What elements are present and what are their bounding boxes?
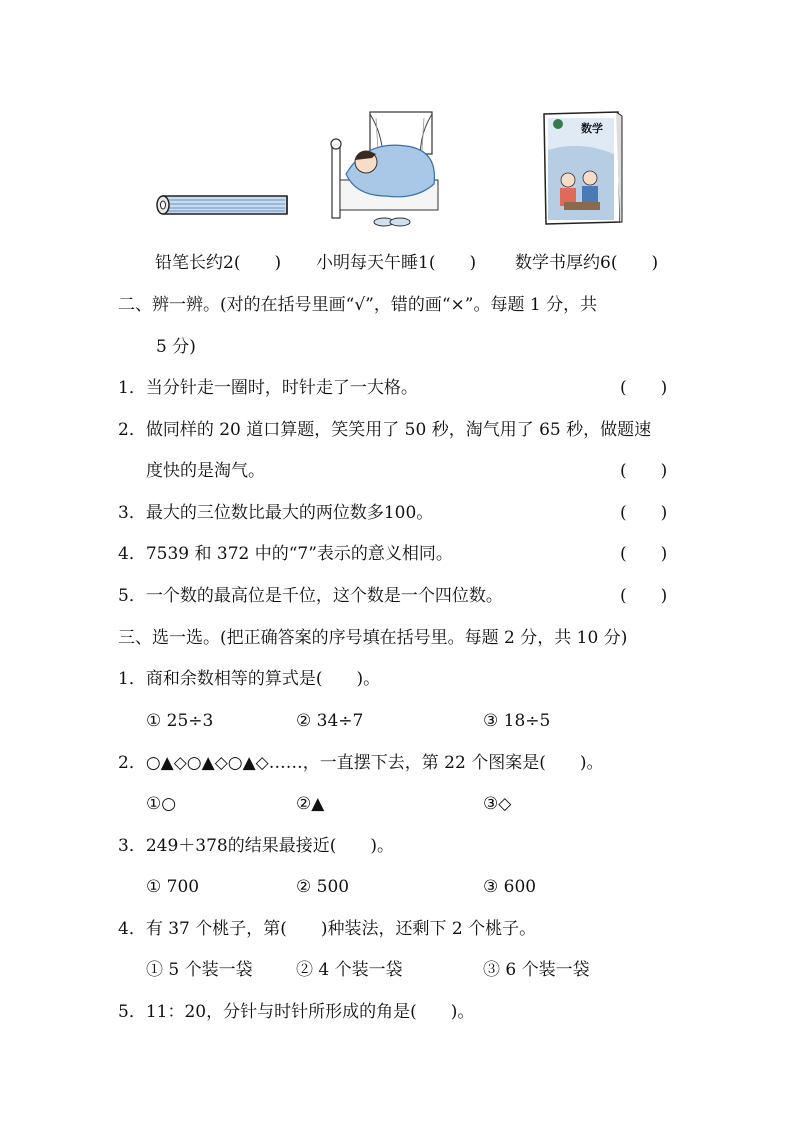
answer-paren-5[interactable]: ( ) xyxy=(620,586,668,606)
q3-option-c[interactable]: ③ 600 xyxy=(483,877,537,897)
q3-option-a[interactable]: ① 700 xyxy=(146,877,200,897)
section3-heading: 三、选一选。(把正确答案的序号填在括号里。每题 2 分，共 10 分) xyxy=(118,628,628,648)
caption-book: 数学书厚约6( ) xyxy=(515,253,659,273)
judge-item-4: 4．7539 和 372 中的“7”表示的意义相同。 xyxy=(118,544,453,564)
choice-question-4: 4．有 37 个桃子，第( )种装法，还剩下 2 个桃子。 xyxy=(118,919,537,939)
q2-option-b[interactable]: ②▲ xyxy=(296,794,325,814)
choice-question-5: 5．11：20，分针与时针所形成的角是( )。 xyxy=(118,1002,475,1022)
q1-option-c[interactable]: ③ 18÷5 xyxy=(483,711,551,731)
choice-question-3: 3．249＋378的结果最接近( )。 xyxy=(118,836,394,856)
judge-item-3: 3．最大的三位数比最大的两位数多100。 xyxy=(118,503,434,523)
answer-paren-3[interactable]: ( ) xyxy=(620,503,668,523)
pencil-illustration xyxy=(155,194,291,218)
answer-paren-2[interactable]: ( ) xyxy=(620,461,668,481)
q4-option-c[interactable]: ③ 6 个装一袋 xyxy=(483,960,590,980)
q3-option-b[interactable]: ② 500 xyxy=(296,877,350,897)
judge-item-2-cont: 度快的是淘气。 xyxy=(146,461,265,481)
caption-pencil: 铅笔长约2( ) xyxy=(155,253,282,273)
q2-option-c[interactable]: ③◇ xyxy=(483,794,512,814)
choice-question-1: 1．商和余数相等的算式是( )。 xyxy=(118,669,381,689)
q4-option-b[interactable]: ② 4 个装一袋 xyxy=(296,960,403,980)
choice-question-2: 2．○▲◇○▲◇○▲◇……，一直摆下去，第 22 个图案是( )。 xyxy=(118,753,604,773)
q4-option-a[interactable]: ① 5 个装一袋 xyxy=(146,960,253,980)
judge-item-2: 2．做同样的 20 道口算题，笑笑用了 50 秒，淘气用了 65 秒，做题速 xyxy=(118,420,652,440)
answer-paren-4[interactable]: ( ) xyxy=(620,544,668,564)
caption-nap: 小明每天午睡1( ) xyxy=(316,253,477,273)
judge-item-5: 5．一个数的最高位是千位，这个数是一个四位数。 xyxy=(118,586,503,606)
answer-paren-1[interactable]: ( ) xyxy=(620,378,668,398)
section2-heading: 二、辨一辨。(对的在括号里画“√”，错的画“×”。每题 1 分，共 xyxy=(118,295,598,315)
math-book-illustration xyxy=(540,110,624,226)
book-title: 数学 xyxy=(581,122,603,135)
q1-option-b[interactable]: ② 34÷7 xyxy=(296,711,364,731)
judge-item-1: 1．当分针走一圈时，时针走了一大格。 xyxy=(118,378,418,398)
q1-option-a[interactable]: ① 25÷3 xyxy=(146,711,214,731)
sleeping-boy-illustration xyxy=(326,110,446,230)
section2-heading-cont: 5 分) xyxy=(156,337,196,357)
q2-option-a[interactable]: ①○ xyxy=(146,794,177,814)
